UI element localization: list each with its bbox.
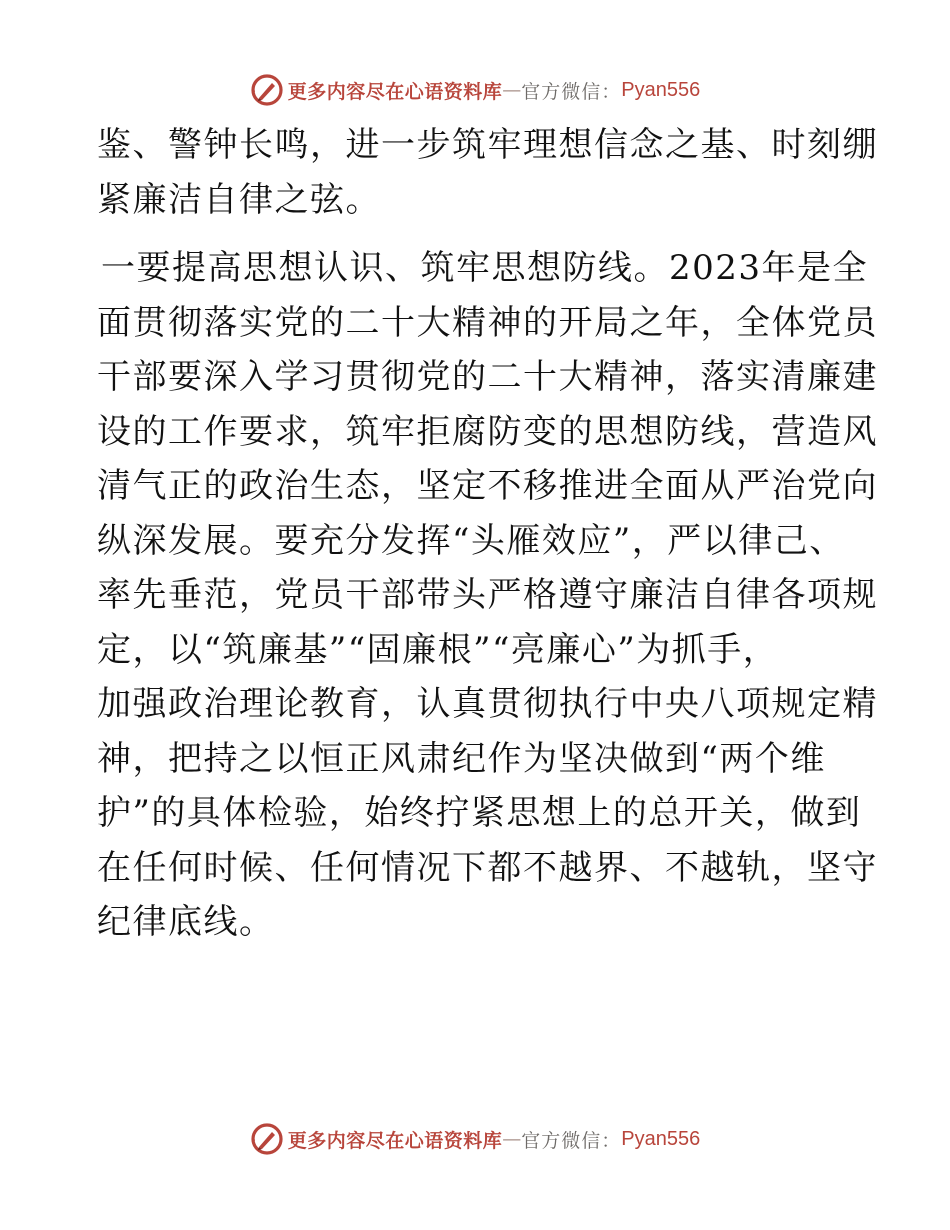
footer-wechat-label: 官方微信： bbox=[521, 1129, 622, 1152]
header-site-name: 更多内容尽在心语资料库 bbox=[287, 80, 503, 103]
paragraph-line: 鉴、警钟长鸣，进一步筑牢理想信念之基、时刻绷 bbox=[97, 125, 878, 165]
footer-banner bbox=[0, 1119, 950, 1159]
paragraph-line: 纵深发展。要充分发挥“头雁效应”，严以律己、 bbox=[97, 520, 845, 561]
paragraph-line: 清气正的政治生态，坚定不移推进全面从严治党向 bbox=[97, 466, 878, 506]
paragraph-line: 一要提高思想认识、筑牢思想防线。2023年是全 bbox=[101, 248, 869, 288]
pen-circle-logo-icon bbox=[250, 1122, 284, 1156]
header-banner bbox=[0, 70, 950, 110]
header-wechat-handle: Pyan556 bbox=[621, 78, 701, 101]
header-wechat-label: 官方微信： bbox=[521, 80, 622, 103]
footer-separator: — bbox=[502, 1128, 522, 1150]
footer-site-name: 更多内容尽在心语资料库 bbox=[287, 1129, 503, 1152]
paragraph-line: 加强政治理论教育，认真贯彻执行中央八项规定精 bbox=[97, 684, 878, 724]
document-body bbox=[97, 118, 878, 950]
footer-wechat-handle: Pyan556 bbox=[621, 1127, 701, 1150]
paragraph-line: 护”的具体检验，始终拧紧思想上的总开关，做到 bbox=[97, 793, 862, 833]
header-separator: — bbox=[502, 79, 522, 101]
paragraph-1 bbox=[97, 118, 878, 227]
pen-circle-logo-icon bbox=[250, 73, 284, 107]
paragraph-line: 紧廉洁自律之弦。 bbox=[97, 179, 381, 220]
paragraph-line: 纪律底线。 bbox=[97, 902, 275, 942]
paragraph-2 bbox=[97, 241, 878, 950]
paragraph-line: 在任何时候、任何情况下都不越界、不越轨，坚守 bbox=[97, 847, 878, 888]
paragraph-line: 定，以“筑廉基”“固廉根”“亮廉心”为抓手， bbox=[97, 629, 779, 670]
paragraph-line: 面贯彻落实党的二十大精神的开局之年，全体党员 bbox=[97, 302, 878, 343]
paragraph-line: 神，把持之以恒正风肃纪作为坚决做到“两个维 bbox=[97, 738, 826, 779]
paragraph-line: 率先垂范，党员干部带头严格遵守廉洁自律各项规 bbox=[97, 575, 878, 615]
paragraph-line: 干部要深入学习贯彻党的二十大精神，落实清廉建 bbox=[97, 357, 878, 397]
paragraph-line: 设的工作要求，筑牢拒腐防变的思想防线，营造风 bbox=[97, 411, 878, 452]
